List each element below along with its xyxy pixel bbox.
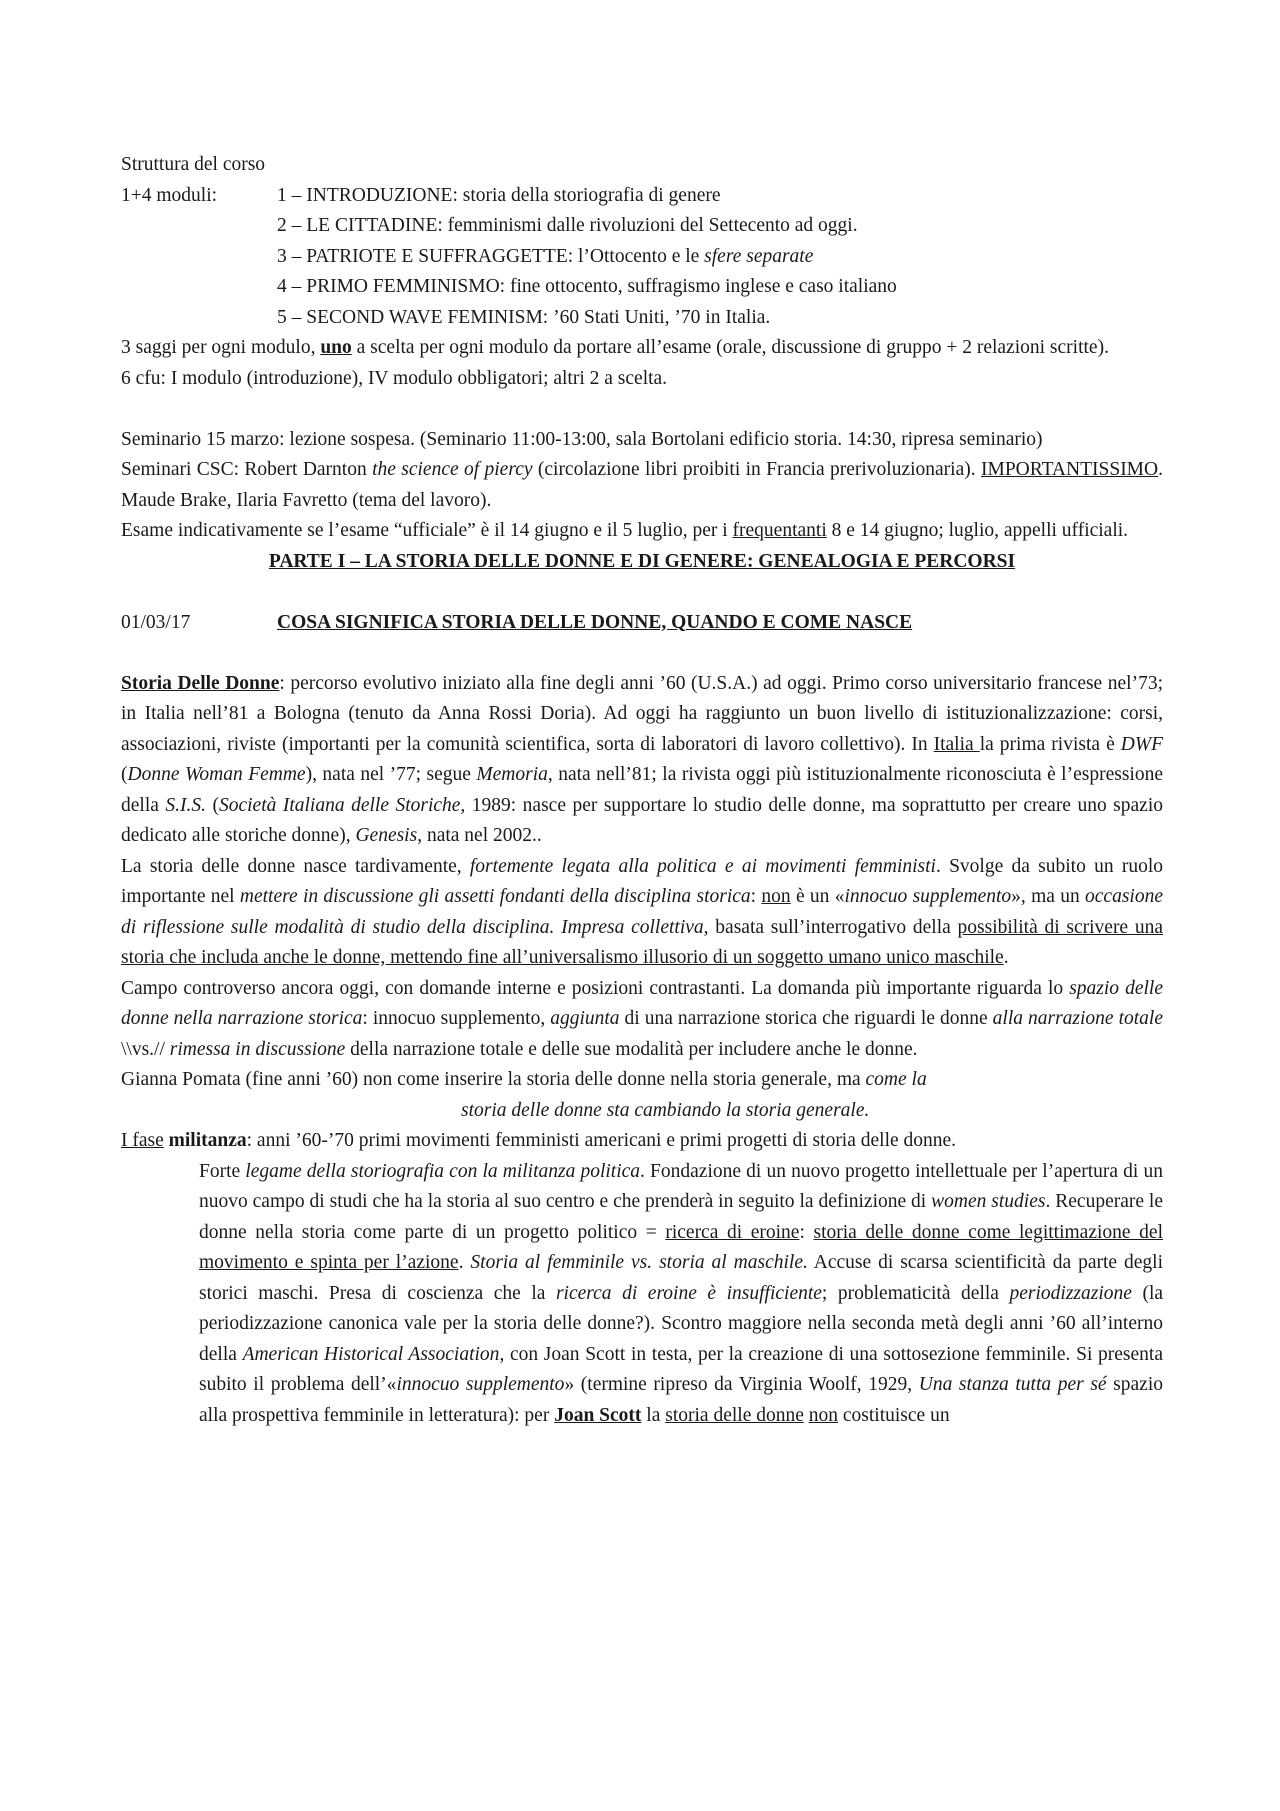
saggi-paragraph: 3 saggi per ogni modulo, uno a scelta per ogni modulo da portare all’esame (orale, discussione di gruppo + 2 relazioni scritte). (121, 337, 1109, 358)
module-1: 1 – INTRODUZIONE: storia della storiografia di genere (277, 184, 721, 206)
modules-row (121, 181, 1163, 212)
paragraph-prima-fase-body: Forte legame della storiografia con la militanza politica. Fondazione di un nuovo progetto intellettuale per l’apertura di un nuovo campo di studi che ha la storia al suo centro e che prenderà in seguito la definizione di women studies. Recuperare le donne nella storia come parte di un progetto politico = ricerca di eroine: storia delle donne come legittimazione del movimento e spinta per l’azione. Storia al femminile vs. storia al maschile. Accuse di scarsa scientificità da parte degli storici maschi. Presa di coscienza che la ricerca di eroine è insufficiente; problematicità della periodizzazione (la periodizzazione canonica vale per la storia delle donne?). Scontro maggiore nella seconda metà degli anni ’60 all’interno della American Historical Association, con Joan Scott in testa, per la creazione di una sottosezione femminile. Si presenta subito il problema dell’«innocuo supplemento» (termine ripreso da Virginia Woolf, 1929, Una stanza tutta per sé spazio alla prospettiva femminile in letteratura): per Joan Scott la storia delle donne non costituisce un (199, 1160, 1164, 1426)
document-page (121, 150, 1163, 1431)
lesson-date: 01/03/17 (121, 611, 191, 633)
lesson-title: COSA SIGNIFICA STORIA DELLE DONNE, QUANDO E COME NASCE (277, 611, 913, 633)
module-3: 3 – PATRIOTE E SUFFRAGGETTE: l’Ottocento e le sfere separate (277, 245, 814, 267)
seminario-paragraph: Seminario 15 marzo: lezione sospesa. (Seminario 11:00-13:00, sala Bortolani edificio storia. 14:30, ripresa seminario) (121, 428, 1043, 450)
module-4: 4 – PRIMO FEMMINISMO: fine ottocento, suffragismo inglese e caso italiano (277, 276, 897, 297)
seminari-csc-paragraph: Seminari CSC: Robert Darnton the science of piercy (circolazione libri proibiti in Francia prerivoluzionaria). IMPORTANTISSIMO. Maude Brake, Ilaria Favretto (tema del lavoro). (121, 459, 1163, 511)
paragraph-pomata: Gianna Pomata (fine anni ’60) non come inserire la storia delle donne nella storia generale, ma come la (121, 1069, 927, 1090)
part-title: PARTE I – LA STORIA DELLE DONNE E DI GENERE: GENEALOGIA E PERCORSI (268, 550, 1016, 572)
paragraph-prima-fase-intro: I fase militanza: anni ’60-’70 primi movimenti femministi americani e primi progetti di storia delle donne. (121, 1130, 957, 1151)
paragraph-storia-delle-donne: Storia Delle Donne: percorso evolutivo iniziato alla fine degli anni ’60 (U.S.A.) ad oggi. Primo corso universitario francese nel’73; in Italia nell’81 a Bologna (tenuto da Anna Rossi Doria). Ad oggi ha raggiunto un buon livello di istituzionalizzazione: corsi, associazioni, riviste (importanti per la comunità scientifica, sorta di laboratori di lavoro collettivo). In Italia la prima rivista è DWF (Donne Woman Femme), nata nel ’77; segue Memoria, nata nell’81; la rivista oggi più istituzionalmente riconosciuta è l’espressione della S.I.S. (Società Italiana delle Storiche, 1989: nasce per supportare lo studio delle donne, ma soprattutto per creare uno spazio dedicato alle storiche donne), Genesis, nata nel 2002.. (121, 672, 1163, 846)
paragraph-pomata-continued: storia delle donne sta cambiando la storia generale. (461, 1099, 870, 1121)
esame-paragraph: Esame indicativamente se l’esame “ufficiale” è il 14 giugno e il 5 luglio, per i frequentanti 8 e 14 giugno; luglio, appelli ufficiali. (121, 520, 1129, 541)
course-structure-heading: Struttura del corso (121, 154, 266, 175)
lesson-header (121, 608, 1163, 639)
cfu-paragraph: 6 cfu: I modulo (introduzione), IV modulo obbligatori; altri 2 a scelta. (121, 367, 668, 389)
modules-label: 1+4 moduli: (121, 184, 218, 206)
module-5: 5 – SECOND WAVE FEMINISM: ’60 Stati Uniti, ’70 in Italia. (277, 306, 771, 328)
paragraph-campo-controverso: Campo controverso ancora oggi, con domande interne e posizioni contrastanti. La domanda più importante riguarda lo spazio delle donne nella narrazione storica: innocuo supplemento, aggiunta di una narrazione storica che riguardi le donne alla narrazione totale \\vs.// rimessa in discussione della narrazione totale e delle sue modalità per includere anche le donne. (121, 977, 1163, 1060)
module-2: 2 – LE CITTADINE: femminismi dalle rivoluzioni del Settecento ad oggi. (277, 215, 858, 236)
paragraph-nascita: La storia delle donne nasce tardivamente, fortemente legata alla politica e ai movimenti femministi. Svolge da subito un ruolo importante nel mettere in discussione gli assetti fondanti della disciplina storica: non è un «innocuo supplemento», ma un occasione di riflessione sulle modalità di studio della disciplina. Impresa collettiva, basata sull’interrogativo della possibilità di scrivere una storia che includa anche le donne, mettendo fine all’universalismo illusorio di un soggetto umano unico maschile. (121, 855, 1164, 968)
